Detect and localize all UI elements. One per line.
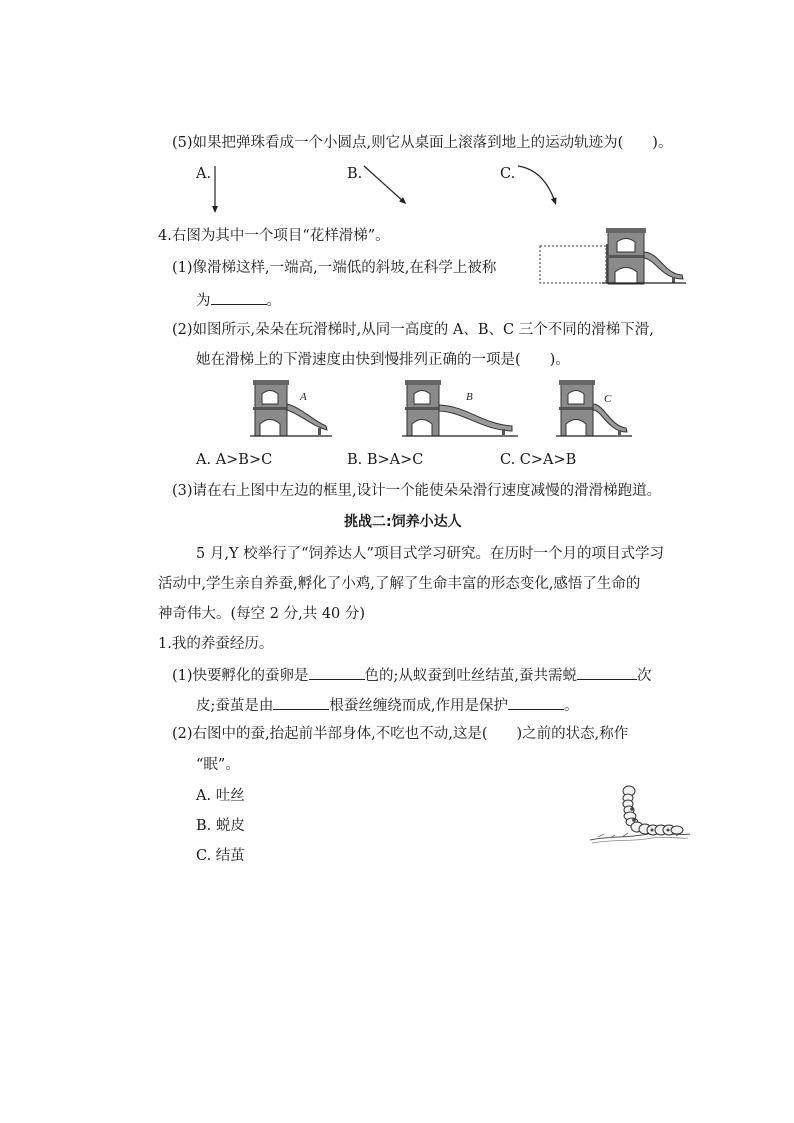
q1-1-protect-blank[interactable] <box>508 694 564 710</box>
slide-a-figure <box>250 378 335 440</box>
q1-1-line2 <box>196 694 579 716</box>
q1-1-part-c: 次 <box>637 668 652 684</box>
q4-1-suffix: 。 <box>266 293 281 309</box>
q1-1-molt-count-blank[interactable] <box>577 664 637 680</box>
q4-2-line1: (2)如图所示,朵朵在玩滑梯时,从同一高度的 A、B、C 三个不同的滑梯下滑, <box>172 322 654 338</box>
trajectory-b-arrow <box>364 166 404 202</box>
trajectory-a-diagram <box>200 160 240 220</box>
q4-1-answer-blank[interactable] <box>211 289 267 305</box>
slide-c-label: C <box>604 393 612 405</box>
q4-2-line2: 她在滑梯上的下滑速度由快到慢排列正确的一项是( )。 <box>196 352 570 368</box>
q4-2-option-b[interactable]: B. B>A>C <box>347 452 424 468</box>
q4-stem: 4.右图为其中一个项目“花样滑梯”。 <box>158 228 390 244</box>
slide-a-label: A <box>300 391 307 403</box>
q4-3-text: (3)请在右上图中左边的框里,设计一个能使朵朵滑行速度减慢的滑滑梯跑道。 <box>172 483 662 499</box>
q1-1-silk-count-blank[interactable] <box>273 694 329 710</box>
q4-1-prefix: 为 <box>196 293 211 309</box>
challenge-2-title: 挑战二:饲养小达人 <box>344 514 462 530</box>
q3-5-option-c-label: C. <box>500 166 516 182</box>
q1-2-line1: (2)右图中的蚕,抬起前半部身体,不吃也不动,这是( )之前的状态,称作 <box>172 726 629 742</box>
challenge-2-intro-line3: 神奇伟大。(每空 2 分,共 40 分) <box>158 606 366 622</box>
design-box <box>540 246 606 283</box>
q3-5-option-b-label: B. <box>347 166 363 182</box>
q3-5-option-a-label: A. <box>196 166 212 182</box>
q1-1-part-e: 根蚕丝缠绕而成,作用是保护 <box>329 698 508 714</box>
q4-1-line1: (1)像滑梯这样,一端高,一端低的斜坡,在科学上被称 <box>172 260 497 276</box>
q1-1-line1 <box>172 664 652 686</box>
q1-2-option-a[interactable]: A. 吐丝 <box>196 788 245 804</box>
trajectory-c-diagram <box>514 160 564 210</box>
trajectory-b-diagram <box>360 162 410 212</box>
q1-1-part-d: 皮;蚕茧是由 <box>196 698 274 714</box>
q4-1-line2 <box>196 289 281 311</box>
q1-1-part-a: (1)快要孵化的蚕卵是 <box>172 668 309 684</box>
silkworm-illustration <box>588 782 692 848</box>
q4-2-option-c[interactable]: C. C>A>B <box>500 452 577 468</box>
q1-2-option-b[interactable]: B. 蜕皮 <box>196 818 245 834</box>
slide-c-figure <box>556 378 636 440</box>
challenge-2-intro-line1: 5 月,Y 校举行了“饲养达人”项目式学习研究。在历时一个月的项目式学习 <box>196 546 664 562</box>
q1-stem: 1.我的养蚕经历。 <box>158 636 274 652</box>
slide-figure-main <box>538 226 688 288</box>
slide-b-label: B <box>466 391 473 403</box>
q1-1-egg-color-blank[interactable] <box>309 664 365 680</box>
q1-1-part-b: 色的;从蚁蚕到吐丝结茧,蚕共需蜕 <box>364 668 578 684</box>
challenge-2-intro-line2: 活动中,学生亲自养蚕,孵化了小鸡,了解了生命丰富的形态变化,感悟了生命的 <box>158 576 641 592</box>
q1-1-part-f: 。 <box>564 698 579 714</box>
q4-2-option-a[interactable]: A. A>B>C <box>196 452 273 468</box>
q1-2-line2: “眠”。 <box>196 757 240 773</box>
q1-2-option-c[interactable]: C. 结茧 <box>196 848 245 864</box>
trajectory-c-arrow <box>518 166 555 202</box>
q3-5-stem: (5)如果把弹珠看成一个小圆点,则它从桌面上滚落到地上的运动轨迹为( )。 <box>172 135 673 151</box>
slide-b-figure <box>402 378 522 440</box>
